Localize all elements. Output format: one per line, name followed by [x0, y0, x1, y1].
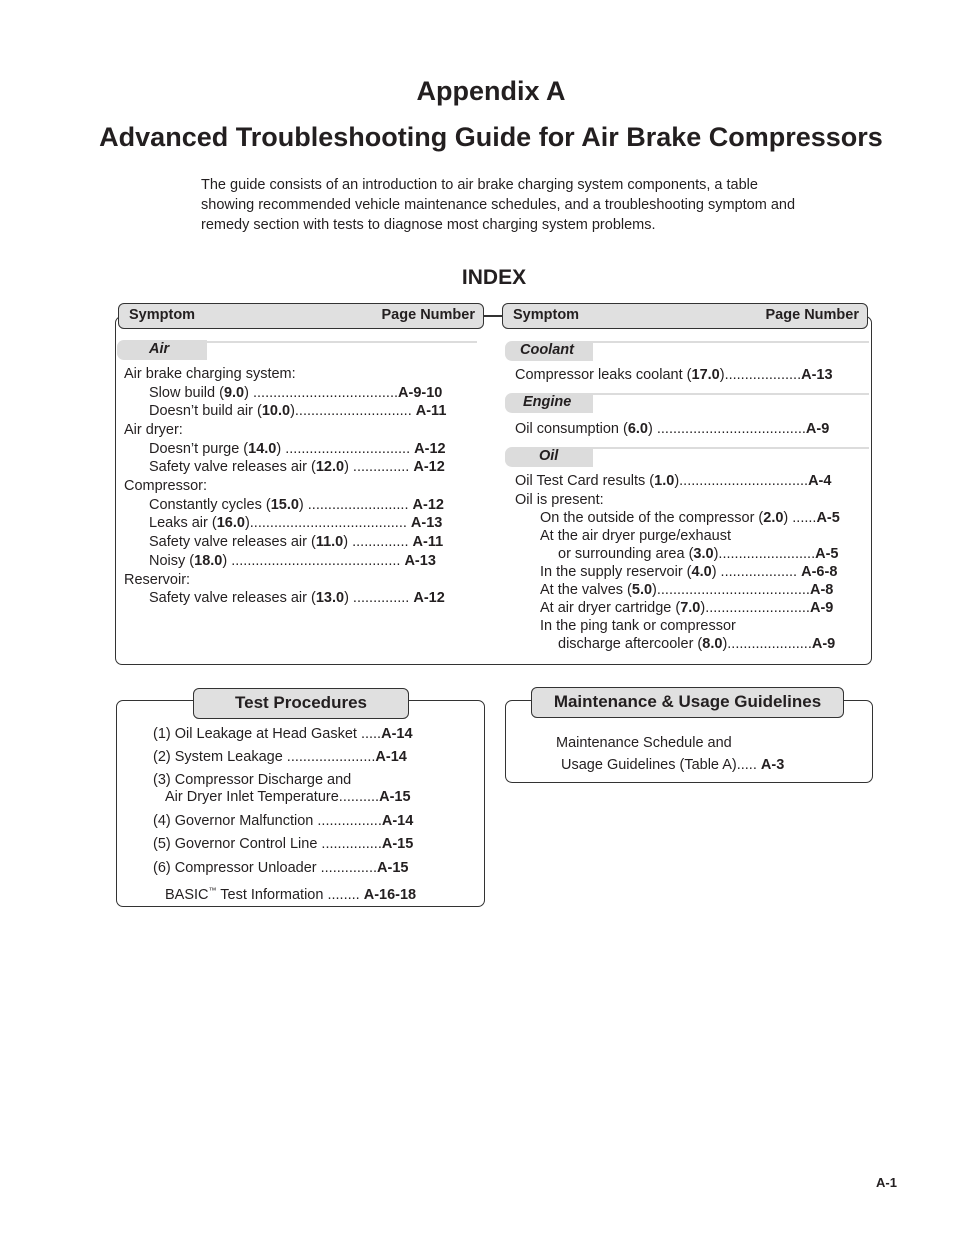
- category-rule: [207, 341, 477, 343]
- index-entry: Leaks air (16.0)....................................... A-13: [149, 515, 443, 531]
- test-procedure-item: (5) Governor Control Line ...............A-15: [153, 836, 414, 852]
- category-rule: [593, 341, 869, 343]
- intro-paragraph: The guide consists of an introduction to air brake charging system components, a table showing recommended vehicle maintenance schedules, and a troubleshooting symptom and remedy section with tests to diagnose most charging system problems.: [201, 177, 796, 233]
- index-line: In the ping tank or compressor: [540, 618, 736, 634]
- test-procedure-item: Air Dryer Inlet Temperature..........A-15: [165, 789, 411, 805]
- page-number-header: Page Number: [765, 307, 859, 323]
- symptom-header: Symptom: [129, 307, 196, 323]
- index-entry: Safety valve releases air (13.0) .............. A-12: [149, 590, 445, 606]
- index-entry: Oil Test Card results (1.0)................................A-4: [515, 473, 832, 489]
- test-procedure-item: (1) Oil Leakage at Head Gasket .....A-14: [153, 726, 413, 742]
- index-line: At the air dryer purge/exhaust: [540, 528, 732, 544]
- category-oil: Oil: [505, 447, 593, 467]
- index-entry: Compressor leaks coolant (17.0)...................A-13: [515, 367, 833, 383]
- category-air: Air: [117, 340, 207, 360]
- index-entry: or surrounding area (3.0)........................A-5: [558, 546, 839, 562]
- category-rule: [593, 393, 869, 395]
- page-subtitle: Advanced Troubleshooting Guide for Air Brake Compressors: [99, 122, 883, 152]
- index-entry: On the outside of the compressor (2.0) ......A-5: [540, 510, 840, 526]
- right-column-header: [502, 303, 868, 329]
- index-line: Oil is present:: [515, 492, 604, 508]
- maintenance-line: Maintenance Schedule and: [556, 735, 732, 751]
- test-procedure-item: (2) System Leakage ......................A-14: [153, 749, 407, 765]
- page-number: A-1: [876, 1175, 897, 1190]
- test-procedure-item: (4) Governor Malfunction ................A-14: [153, 813, 414, 829]
- maintenance-header: Maintenance & Usage Guidelines: [531, 687, 844, 718]
- category-coolant: Coolant: [505, 341, 593, 361]
- index-entry: Safety valve releases air (11.0) .............. A-11: [149, 534, 444, 550]
- appendix-title: Appendix A: [416, 76, 566, 106]
- index-entry: Doesn’t build air (10.0)............................. A-11: [149, 403, 447, 419]
- maintenance-line: Usage Guidelines (Table A)..... A-3: [561, 757, 785, 773]
- category-engine: Engine: [505, 393, 593, 413]
- index-entry: At air dryer cartridge (7.0)..........................A-9: [540, 600, 834, 616]
- index-title: INDEX: [461, 266, 527, 289]
- test-procedure-item: (3) Compressor Discharge and: [153, 772, 352, 788]
- page-number-header: Page Number: [381, 307, 475, 323]
- index-line: Air brake charging system:: [124, 366, 296, 382]
- left-column-header: [118, 303, 484, 329]
- symptom-header: Symptom: [513, 307, 580, 323]
- index-entry: At the valves (5.0)......................................A-8: [540, 582, 834, 598]
- test-procedure-item: (6) Compressor Unloader ..............A-15: [153, 860, 409, 876]
- header-connector: [484, 315, 502, 316]
- index-entry: Slow build (9.0) ....................................A-9-10: [149, 385, 443, 401]
- test-procedure-item: BASIC™ Test Information ........ A-16-18: [165, 886, 417, 903]
- index-line: Air dryer:: [124, 422, 183, 438]
- index-entry: Safety valve releases air (12.0) .............. A-12: [149, 459, 445, 475]
- test-procedures-header: Test Procedures: [193, 688, 409, 719]
- index-line: Compressor:: [124, 478, 207, 494]
- index-entry: In the supply reservoir (4.0) ................... A-6-8: [540, 564, 838, 580]
- index-entry: Oil consumption (6.0) .....................................A-9: [515, 421, 830, 437]
- category-rule: [593, 447, 869, 449]
- index-entry: Noisy (18.0) .......................................... A-13: [149, 553, 436, 569]
- index-line: Reservoir:: [124, 572, 191, 588]
- index-entry: Constantly cycles (15.0) ......................... A-12: [149, 497, 444, 513]
- index-entry: discharge aftercooler (8.0).....................A-9: [558, 636, 836, 652]
- index-entry: Doesn’t purge (14.0) ............................... A-12: [149, 441, 446, 457]
